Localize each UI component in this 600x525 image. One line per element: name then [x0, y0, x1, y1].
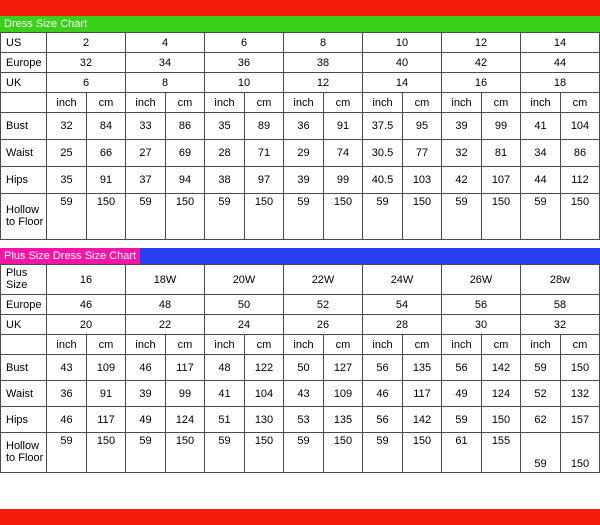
- hollow-label-line2: to Floor: [6, 215, 44, 228]
- waist-8: 30.5: [363, 140, 403, 167]
- row-label-us: US: [1, 33, 47, 53]
- hollow-plus-6: 59: [284, 433, 324, 473]
- cell-us-3: 8: [284, 33, 363, 53]
- waist-plus-7: 109: [324, 381, 363, 407]
- cell-europe-plus-3: 52: [284, 295, 363, 315]
- unit-cell-8: inch: [363, 93, 403, 113]
- cell-us-2: 6: [205, 33, 284, 53]
- bottom-red-banner: [0, 509, 600, 525]
- cell-uk-plus-4: 28: [363, 315, 442, 335]
- row-label-uk-plus: UK: [1, 315, 47, 335]
- dress-size-chart-title: Dress Size Chart: [0, 16, 91, 32]
- plus-size-chart-banner: [0, 248, 600, 264]
- unit-plus-cell-3: cm: [166, 335, 205, 355]
- cell-europe-plus-4: 54: [363, 295, 442, 315]
- hollow-plus-4: 59: [205, 433, 245, 473]
- waist-2: 27: [126, 140, 166, 167]
- hips-plus-5: 130: [245, 407, 284, 433]
- unit-plus-cell-5: cm: [245, 335, 284, 355]
- row-label-bust: Bust: [1, 113, 47, 140]
- table-row-europe: [1, 53, 600, 73]
- hollow-plus-2: 59: [126, 433, 166, 473]
- row-label-hips: Hips: [1, 167, 47, 194]
- unit-plus-cell-6: inch: [284, 335, 324, 355]
- waist-13: 86: [561, 140, 600, 167]
- unit-cell-1: cm: [87, 93, 126, 113]
- table-row-waist: [1, 140, 600, 167]
- hips-plus-9: 142: [403, 407, 442, 433]
- hips-6: 39: [284, 167, 324, 194]
- table-row-hips-plus: [1, 407, 600, 433]
- hips-4: 38: [205, 167, 245, 194]
- hollow-4: 59: [205, 194, 245, 240]
- cell-europe-plus-6: 58: [521, 295, 600, 315]
- bust-plus-7: 127: [324, 355, 363, 381]
- section-spacer: [0, 240, 600, 248]
- cell-europe-plus-2: 50: [205, 295, 284, 315]
- hollow-13: 150: [561, 194, 600, 240]
- table-row-hips: [1, 167, 600, 194]
- hollow-7: 150: [324, 194, 363, 240]
- bust-4: 35: [205, 113, 245, 140]
- hips-1: 91: [87, 167, 126, 194]
- hips-0: 35: [47, 167, 87, 194]
- cell-europe-plus-0: 46: [47, 295, 126, 315]
- hollow-3: 150: [166, 194, 205, 240]
- bust-plus-13: 150: [561, 355, 600, 381]
- hollow-plus-9: 150: [403, 433, 442, 473]
- hollow-8: 59: [363, 194, 403, 240]
- hips-11: 107: [482, 167, 521, 194]
- cell-europe-3: 38: [284, 53, 363, 73]
- cell-uk-2: 10: [205, 73, 284, 93]
- waist-plus-1: 91: [87, 381, 126, 407]
- bust-12: 41: [521, 113, 561, 140]
- bust-8: 37.5: [363, 113, 403, 140]
- row-label-waist: Waist: [1, 140, 47, 167]
- waist-plus-9: 117: [403, 381, 442, 407]
- hollow-plus-label-line2: to Floor: [6, 451, 44, 464]
- bust-0: 32: [47, 113, 87, 140]
- hips-10: 42: [442, 167, 482, 194]
- hips-2: 37: [126, 167, 166, 194]
- hollow-plus-8: 59: [363, 433, 403, 473]
- cell-us-6: 14: [521, 33, 600, 53]
- hollow-5: 150: [245, 194, 284, 240]
- unit-plus-cell-7: cm: [324, 335, 363, 355]
- bust-9: 95: [403, 113, 442, 140]
- unit-cell-5: cm: [245, 93, 284, 113]
- unit-plus-cell-0: inch: [47, 335, 87, 355]
- cell-plus-5: 26W: [442, 265, 521, 295]
- unit-plus-cell-1: cm: [87, 335, 126, 355]
- cell-uk-plus-2: 24: [205, 315, 284, 335]
- hollow-1: 150: [87, 194, 126, 240]
- waist-plus-12: 52: [521, 381, 561, 407]
- bust-1: 84: [87, 113, 126, 140]
- cell-uk-1: 8: [126, 73, 205, 93]
- hips-plus-12: 62: [521, 407, 561, 433]
- row-label-hips-plus: Hips: [1, 407, 47, 433]
- cell-europe-1: 34: [126, 53, 205, 73]
- bust-plus-9: 135: [403, 355, 442, 381]
- hips-plus-2: 49: [126, 407, 166, 433]
- cell-us-1: 4: [126, 33, 205, 53]
- waist-plus-5: 104: [245, 381, 284, 407]
- table-row-hollow-to-floor-plus: [1, 433, 600, 473]
- waist-plus-8: 46: [363, 381, 403, 407]
- hollow-plus-3: 150: [166, 433, 205, 473]
- table-row-bust: [1, 113, 600, 140]
- waist-3: 69: [166, 140, 205, 167]
- hollow-plus-extra-12: 59: [521, 433, 561, 473]
- bust-13: 104: [561, 113, 600, 140]
- cell-uk-plus-6: 32: [521, 315, 600, 335]
- waist-plus-3: 99: [166, 381, 205, 407]
- unit-cell-12: inch: [521, 93, 561, 113]
- hollow-11: 150: [482, 194, 521, 240]
- bust-2: 33: [126, 113, 166, 140]
- cell-plus-3: 22W: [284, 265, 363, 295]
- waist-plus-4: 41: [205, 381, 245, 407]
- bust-7: 91: [324, 113, 363, 140]
- waist-plus-11: 124: [482, 381, 521, 407]
- hollow-plus-11: 155: [482, 433, 521, 473]
- waist-0: 25: [47, 140, 87, 167]
- bust-3: 86: [166, 113, 205, 140]
- waist-9: 77: [403, 140, 442, 167]
- hips-8: 40.5: [363, 167, 403, 194]
- row-label-uk: UK: [1, 73, 47, 93]
- bust-plus-11: 142: [482, 355, 521, 381]
- hollow-plus-10: 61: [442, 433, 482, 473]
- dress-size-chart-table: [0, 32, 600, 240]
- cell-uk-plus-0: 20: [47, 315, 126, 335]
- cell-europe-plus-1: 48: [126, 295, 205, 315]
- hollow-plus-extra-13: 150: [561, 433, 600, 473]
- table-row-europe-plus: [1, 295, 600, 315]
- cell-plus-4: 24W: [363, 265, 442, 295]
- unit-cell-11: cm: [482, 93, 521, 113]
- plus-label-line1: Plus: [6, 266, 28, 279]
- unit-cell-10: inch: [442, 93, 482, 113]
- bust-plus-12: 59: [521, 355, 561, 381]
- hips-7: 99: [324, 167, 363, 194]
- table-row-waist-plus: [1, 381, 600, 407]
- dress-size-chart-banner: [0, 16, 600, 32]
- hollow-plus-1: 150: [87, 433, 126, 473]
- hips-plus-0: 46: [47, 407, 87, 433]
- table-row-hollow-to-floor: [1, 194, 600, 240]
- row-label-waist-plus: Waist: [1, 381, 47, 407]
- hips-9: 103: [403, 167, 442, 194]
- unit-plus-cell-12: inch: [521, 335, 561, 355]
- unit-cell-6: inch: [284, 93, 324, 113]
- plus-size-chart-table: [0, 264, 600, 473]
- cell-europe-0: 32: [47, 53, 126, 73]
- cell-us-0: 2: [47, 33, 126, 53]
- hips-13: 112: [561, 167, 600, 194]
- waist-1: 66: [87, 140, 126, 167]
- plus-size-chart-title: Plus Size Dress Size Chart: [0, 248, 140, 264]
- row-label-units-plus: [1, 335, 47, 355]
- cell-uk-4: 14: [363, 73, 442, 93]
- cell-europe-plus-5: 56: [442, 295, 521, 315]
- waist-plus-0: 36: [47, 381, 87, 407]
- hips-plus-13: 157: [561, 407, 600, 433]
- waist-10: 32: [442, 140, 482, 167]
- cell-europe-2: 36: [205, 53, 284, 73]
- unit-plus-cell-9: cm: [403, 335, 442, 355]
- cell-europe-4: 40: [363, 53, 442, 73]
- waist-plus-6: 43: [284, 381, 324, 407]
- hollow-2: 59: [126, 194, 166, 240]
- waist-4: 28: [205, 140, 245, 167]
- cell-us-5: 12: [442, 33, 521, 53]
- hollow-plus-7: 150: [324, 433, 363, 473]
- cell-uk-plus-1: 22: [126, 315, 205, 335]
- table-row-uk-plus: [1, 315, 600, 335]
- unit-plus-cell-13: cm: [561, 335, 600, 355]
- hollow-plus-5: 150: [245, 433, 284, 473]
- cell-plus-2: 20W: [205, 265, 284, 295]
- unit-plus-cell-4: inch: [205, 335, 245, 355]
- hips-plus-11: 150: [482, 407, 521, 433]
- hips-plus-3: 124: [166, 407, 205, 433]
- row-label-hollow-to-floor-plus: [1, 433, 47, 473]
- waist-plus-10: 49: [442, 381, 482, 407]
- bust-plus-10: 56: [442, 355, 482, 381]
- hips-plus-7: 135: [324, 407, 363, 433]
- hips-12: 44: [521, 167, 561, 194]
- hollow-10: 59: [442, 194, 482, 240]
- table-row-units-plus: [1, 335, 600, 355]
- cell-uk-3: 12: [284, 73, 363, 93]
- waist-5: 71: [245, 140, 284, 167]
- bust-10: 39: [442, 113, 482, 140]
- cell-uk-0: 6: [47, 73, 126, 93]
- bust-plus-1: 109: [87, 355, 126, 381]
- row-label-units: [1, 93, 47, 113]
- bust-plus-3: 117: [166, 355, 205, 381]
- hips-plus-4: 51: [205, 407, 245, 433]
- unit-plus-cell-8: inch: [363, 335, 403, 355]
- dress-size-chart-table-wrap: [0, 32, 600, 240]
- cell-uk-plus-3: 26: [284, 315, 363, 335]
- cell-plus-6: 28w: [521, 265, 600, 295]
- table-row-us: [1, 33, 600, 53]
- hollow-plus-0: 59: [47, 433, 87, 473]
- table-row-bust-plus: [1, 355, 600, 381]
- plus-size-chart-table-wrap: [0, 264, 600, 473]
- cell-uk-plus-5: 30: [442, 315, 521, 335]
- cell-plus-1: 18W: [126, 265, 205, 295]
- unit-cell-7: cm: [324, 93, 363, 113]
- unit-cell-9: cm: [403, 93, 442, 113]
- hips-3: 94: [166, 167, 205, 194]
- row-label-bust-plus: Bust: [1, 355, 47, 381]
- table-row-units: [1, 93, 600, 113]
- row-label-hollow-to-floor: [1, 194, 47, 240]
- cell-uk-5: 16: [442, 73, 521, 93]
- hips-5: 97: [245, 167, 284, 194]
- hollow-12: 59: [521, 194, 561, 240]
- plus-label-line2: Size: [6, 278, 28, 291]
- waist-plus-2: 39: [126, 381, 166, 407]
- bust-5: 89: [245, 113, 284, 140]
- unit-cell-2: inch: [126, 93, 166, 113]
- hollow-9: 150: [403, 194, 442, 240]
- hollow-6: 59: [284, 194, 324, 240]
- unit-cell-0: inch: [47, 93, 87, 113]
- cell-us-4: 10: [363, 33, 442, 53]
- unit-cell-3: cm: [166, 93, 205, 113]
- bust-plus-8: 56: [363, 355, 403, 381]
- table-row-uk: [1, 73, 600, 93]
- hips-plus-1: 117: [87, 407, 126, 433]
- waist-6: 29: [284, 140, 324, 167]
- bust-plus-0: 43: [47, 355, 87, 381]
- waist-plus-13: 132: [561, 381, 600, 407]
- bust-6: 36: [284, 113, 324, 140]
- bust-plus-4: 48: [205, 355, 245, 381]
- unit-cell-13: cm: [561, 93, 600, 113]
- hollow-plus-label-line1: Hollow: [6, 439, 40, 452]
- row-label-plus-size: [1, 265, 47, 295]
- cell-plus-0: 16: [47, 265, 126, 295]
- unit-cell-4: inch: [205, 93, 245, 113]
- bust-plus-6: 50: [284, 355, 324, 381]
- hollow-0: 59: [47, 194, 87, 240]
- bust-11: 99: [482, 113, 521, 140]
- waist-11: 81: [482, 140, 521, 167]
- cell-uk-6: 18: [521, 73, 600, 93]
- unit-plus-cell-2: inch: [126, 335, 166, 355]
- table-row-plus-size: [1, 265, 600, 295]
- bust-plus-5: 122: [245, 355, 284, 381]
- hollow-label-line1: Hollow: [6, 203, 40, 216]
- unit-plus-cell-10: inch: [442, 335, 482, 355]
- waist-12: 34: [521, 140, 561, 167]
- waist-7: 74: [324, 140, 363, 167]
- row-label-europe-plus: Europe: [1, 295, 47, 315]
- cell-europe-6: 44: [521, 53, 600, 73]
- hips-plus-6: 53: [284, 407, 324, 433]
- cell-europe-5: 42: [442, 53, 521, 73]
- bust-plus-2: 46: [126, 355, 166, 381]
- top-red-banner: [0, 0, 600, 16]
- row-label-europe: Europe: [1, 53, 47, 73]
- unit-plus-cell-11: cm: [482, 335, 521, 355]
- hips-plus-8: 56: [363, 407, 403, 433]
- hips-plus-10: 59: [442, 407, 482, 433]
